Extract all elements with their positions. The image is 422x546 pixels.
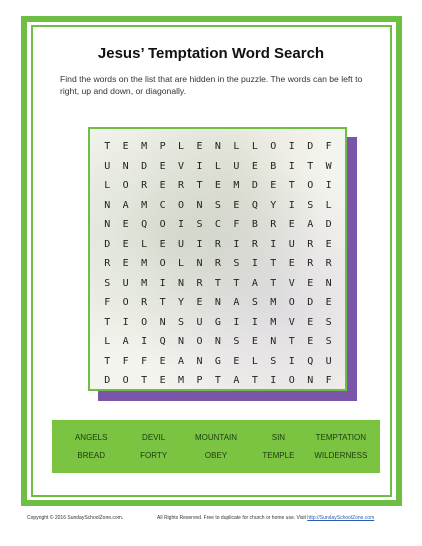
- grid-letter[interactable]: S: [178, 316, 185, 328]
- grid-letter[interactable]: N: [104, 219, 111, 230]
- grid-letter[interactable]: I: [233, 238, 240, 250]
- grid-letter[interactable]: M: [233, 180, 240, 191]
- grid-letter[interactable]: E: [122, 238, 129, 250]
- grid-letter[interactable]: I: [288, 199, 295, 211]
- grid-letter[interactable]: O: [270, 141, 277, 152]
- grid-letter[interactable]: D: [325, 219, 332, 230]
- word-bank-row: [52, 447, 380, 465]
- grid-letter[interactable]: O: [288, 297, 295, 308]
- grid-letter[interactable]: S: [214, 199, 221, 211]
- grid-letter[interactable]: F: [141, 355, 148, 367]
- grid-letter[interactable]: R: [307, 258, 314, 269]
- grid-letter[interactable]: I: [270, 375, 277, 386]
- grid-letter[interactable]: F: [325, 141, 332, 152]
- grid-letter[interactable]: E: [307, 316, 314, 328]
- grid-letter[interactable]: L: [104, 180, 111, 191]
- grid-letter[interactable]: O: [122, 297, 129, 308]
- word-bank-word: TEMPLE: [262, 451, 295, 460]
- grid-letter[interactable]: D: [104, 238, 111, 250]
- instructions-text: Find the words on the list that are hidden in the puzzle. The words can be left to right, up and down, or diagonally.: [60, 74, 363, 96]
- grid-letter[interactable]: U: [288, 238, 295, 250]
- grid-letter[interactable]: L: [214, 160, 221, 172]
- grid-letter[interactable]: U: [196, 316, 203, 328]
- word-bank: [52, 420, 380, 473]
- grid-letter[interactable]: E: [159, 355, 166, 367]
- grid-letter[interactable]: I: [233, 316, 240, 328]
- grid-letter[interactable]: E: [214, 180, 221, 191]
- grid-letter[interactable]: I: [251, 316, 258, 328]
- grid-letter[interactable]: N: [214, 297, 221, 308]
- grid-letter[interactable]: A: [251, 277, 258, 289]
- grid-letter[interactable]: L: [178, 258, 185, 269]
- grid-letter[interactable]: L: [325, 199, 332, 211]
- grid-letter[interactable]: N: [196, 258, 203, 269]
- grid-letter[interactable]: U: [233, 160, 240, 172]
- grid-letter[interactable]: R: [196, 277, 203, 289]
- grid-letter[interactable]: T: [196, 180, 203, 191]
- grid-letter[interactable]: O: [122, 375, 129, 386]
- word-bank-word: ANGELS: [74, 433, 108, 442]
- grid-letter[interactable]: B: [251, 219, 258, 230]
- grid-letter[interactable]: V: [288, 277, 295, 289]
- grid-letter[interactable]: L: [251, 355, 258, 367]
- grid-letter[interactable]: S: [251, 297, 258, 308]
- grid-letter[interactable]: R: [251, 238, 258, 250]
- grid-letter[interactable]: U: [104, 160, 111, 172]
- grid-letter[interactable]: E: [159, 375, 166, 386]
- grid-letter[interactable]: E: [122, 141, 129, 152]
- grid-letter[interactable]: N: [214, 141, 221, 152]
- grid-letter[interactable]: U: [178, 238, 185, 250]
- grid-letter[interactable]: S: [270, 355, 277, 367]
- grid-letter[interactable]: E: [307, 336, 314, 347]
- grid-letter[interactable]: O: [159, 219, 166, 230]
- grid-letter[interactable]: N: [325, 277, 332, 289]
- grid-letter[interactable]: O: [288, 375, 295, 386]
- grid-letter[interactable]: E: [325, 297, 332, 308]
- grid-letter[interactable]: F: [233, 219, 240, 230]
- grid-letter[interactable]: N: [122, 160, 129, 172]
- grid-letter[interactable]: S: [196, 219, 203, 230]
- grid-letter[interactable]: E: [122, 258, 129, 269]
- grid-letter[interactable]: I: [288, 141, 295, 152]
- word-bank-word: FORTY: [140, 451, 168, 460]
- grid-letter[interactable]: V: [178, 160, 185, 172]
- grid-letter[interactable]: P: [196, 375, 203, 386]
- rights-statement: All Rights Reserved. Free to duplicate for church or home use. Visit: [157, 515, 308, 521]
- grid-letter[interactable]: G: [214, 316, 221, 328]
- grid-letter[interactable]: O: [307, 180, 314, 191]
- grid-letter[interactable]: O: [178, 199, 185, 211]
- grid-letter[interactable]: T: [104, 141, 111, 152]
- grid-letter[interactable]: M: [270, 316, 277, 328]
- grid-letter[interactable]: T: [104, 355, 111, 367]
- puzzle-frame: [88, 127, 347, 391]
- grid-letter[interactable]: E: [288, 258, 295, 269]
- grid-letter[interactable]: A: [233, 297, 240, 308]
- grid-letter[interactable]: S: [307, 199, 314, 211]
- grid-letter[interactable]: Y: [270, 199, 277, 211]
- grid-letter[interactable]: M: [141, 258, 148, 269]
- grid-letter[interactable]: E: [307, 277, 314, 289]
- grid-letter[interactable]: E: [233, 199, 240, 211]
- grid-letter[interactable]: E: [159, 238, 166, 250]
- grid-letter[interactable]: E: [196, 297, 203, 308]
- word-bank-word: DEVIL: [142, 433, 166, 442]
- grid-letter[interactable]: D: [307, 297, 314, 308]
- grid-letter[interactable]: E: [122, 219, 129, 230]
- grid-letter[interactable]: N: [178, 277, 185, 289]
- grid-letter[interactable]: I: [288, 355, 295, 367]
- grid-letter[interactable]: V: [288, 316, 295, 328]
- grid-letter[interactable]: L: [178, 141, 185, 152]
- grid-letter[interactable]: R: [307, 238, 314, 250]
- grid-letter[interactable]: R: [141, 180, 148, 191]
- grid-letter[interactable]: N: [196, 199, 203, 211]
- grid-letter[interactable]: G: [214, 355, 221, 367]
- grid-letter[interactable]: R: [141, 297, 148, 308]
- grid-letter[interactable]: Q: [307, 355, 314, 367]
- grid-letter[interactable]: R: [104, 258, 111, 269]
- grid-letter[interactable]: E: [233, 355, 240, 367]
- grid-letter[interactable]: S: [233, 336, 240, 347]
- grid-letter[interactable]: I: [178, 219, 185, 230]
- grid-letter[interactable]: R: [214, 238, 221, 250]
- grid-letter[interactable]: A: [233, 375, 240, 386]
- grid-letter[interactable]: E: [159, 180, 166, 191]
- grid-letter[interactable]: N: [178, 336, 185, 347]
- grid-letter[interactable]: Q: [159, 336, 166, 347]
- grid-letter[interactable]: A: [178, 355, 185, 367]
- grid-letter[interactable]: T: [159, 297, 166, 308]
- grid-letter[interactable]: O: [196, 336, 203, 347]
- grid-letter[interactable]: I: [270, 238, 277, 250]
- letter-grid: [98, 137, 338, 391]
- rights-text: [157, 515, 399, 521]
- grid-letter[interactable]: R: [214, 258, 221, 269]
- website-link[interactable]: http://SundaySchoolZone.com: [307, 515, 375, 521]
- grid-letter[interactable]: M: [270, 297, 277, 308]
- grid-letter[interactable]: I: [325, 180, 332, 191]
- grid-letter[interactable]: M: [141, 199, 148, 211]
- grid-letter[interactable]: R: [325, 258, 332, 269]
- grid-letter[interactable]: T: [104, 316, 111, 328]
- grid-letter[interactable]: F: [122, 355, 129, 367]
- grid-letter[interactable]: T: [233, 277, 240, 289]
- grid-letter[interactable]: T: [288, 180, 295, 191]
- grid-letter[interactable]: P: [159, 141, 166, 152]
- grid-letter[interactable]: S: [233, 258, 240, 269]
- grid-letter[interactable]: D: [307, 141, 314, 152]
- grid-letter[interactable]: N: [270, 336, 277, 347]
- grid-letter[interactable]: I: [122, 316, 129, 328]
- grid-letter[interactable]: I: [196, 160, 203, 172]
- page-title: Jesus’ Temptation Word Search: [97, 45, 325, 62]
- grid-letter[interactable]: E: [159, 160, 166, 172]
- grid-letter[interactable]: Q: [141, 219, 148, 230]
- grid-letter[interactable]: D: [141, 160, 148, 172]
- word-bank-row: [52, 429, 380, 447]
- word-bank-word: TEMPTATION: [315, 433, 367, 442]
- grid-letter[interactable]: R: [270, 219, 277, 230]
- grid-letter[interactable]: T: [270, 277, 277, 289]
- grid-letter[interactable]: A: [122, 336, 129, 347]
- word-bank-word: MOUNTAIN: [194, 433, 238, 442]
- grid-letter[interactable]: Q: [251, 199, 258, 211]
- grid-letter[interactable]: E: [270, 180, 277, 191]
- grid-letter[interactable]: O: [122, 180, 129, 191]
- word-bank-word: SIN: [271, 433, 286, 442]
- grid-letter[interactable]: E: [288, 219, 295, 230]
- grid-letter[interactable]: A: [307, 219, 314, 230]
- grid-letter[interactable]: C: [159, 199, 166, 211]
- grid-letter[interactable]: M: [141, 277, 148, 289]
- grid-letter[interactable]: I: [251, 258, 258, 269]
- grid-letter[interactable]: T: [288, 336, 295, 347]
- grid-letter[interactable]: T: [270, 258, 277, 269]
- grid-letter[interactable]: S: [325, 316, 332, 328]
- grid-letter[interactable]: S: [325, 336, 332, 347]
- grid-letter[interactable]: E: [325, 238, 332, 250]
- word-bank-word: WILDERNESS: [314, 451, 368, 460]
- grid-letter[interactable]: N: [307, 375, 314, 386]
- grid-letter[interactable]: E: [196, 141, 203, 152]
- grid-letter[interactable]: Y: [178, 297, 185, 308]
- grid-letter[interactable]: I: [159, 277, 166, 289]
- grid-letter[interactable]: O: [159, 258, 166, 269]
- grid-letter[interactable]: M: [178, 375, 185, 386]
- grid-letter[interactable]: B: [270, 160, 277, 172]
- grid-letter[interactable]: D: [104, 375, 111, 386]
- grid-letter[interactable]: E: [251, 160, 258, 172]
- grid-letter[interactable]: N: [196, 355, 203, 367]
- grid-letter[interactable]: W: [325, 160, 332, 172]
- grid-letter[interactable]: N: [159, 316, 166, 328]
- grid-letter[interactable]: T: [307, 160, 314, 172]
- grid-letter[interactable]: T: [214, 375, 221, 386]
- grid-letter[interactable]: N: [214, 336, 221, 347]
- grid-letter[interactable]: R: [178, 180, 185, 191]
- grid-letter[interactable]: O: [141, 316, 148, 328]
- grid-letter[interactable]: L: [233, 141, 240, 152]
- grid-letter[interactable]: C: [214, 219, 221, 230]
- grid-letter[interactable]: T: [214, 277, 221, 289]
- grid-letter[interactable]: S: [104, 277, 111, 289]
- grid-letter[interactable]: L: [104, 336, 111, 347]
- grid-letter[interactable]: T: [251, 375, 258, 386]
- grid-letter[interactable]: F: [104, 297, 111, 308]
- grid-letter[interactable]: L: [141, 238, 148, 250]
- grid-letter[interactable]: U: [325, 355, 332, 367]
- copyright-text: Copyright © 2016 SundaySchoolZone.com.: [27, 515, 124, 521]
- grid-letter[interactable]: F: [325, 375, 332, 386]
- grid-letter[interactable]: D: [251, 180, 258, 191]
- grid-letter[interactable]: N: [104, 199, 111, 211]
- grid-letter[interactable]: T: [141, 375, 148, 386]
- grid-letter[interactable]: L: [251, 141, 258, 152]
- word-bank-word: OBEY: [204, 451, 228, 460]
- grid-letter[interactable]: A: [122, 199, 129, 211]
- grid-letter[interactable]: I: [288, 160, 295, 172]
- grid-letter[interactable]: M: [141, 141, 148, 152]
- grid-letter[interactable]: U: [122, 277, 129, 289]
- footer: [27, 515, 399, 521]
- grid-letter[interactable]: I: [141, 336, 148, 347]
- grid-letter[interactable]: E: [251, 336, 258, 347]
- grid-letter[interactable]: I: [196, 238, 203, 250]
- word-bank-word: BREAD: [77, 451, 105, 460]
